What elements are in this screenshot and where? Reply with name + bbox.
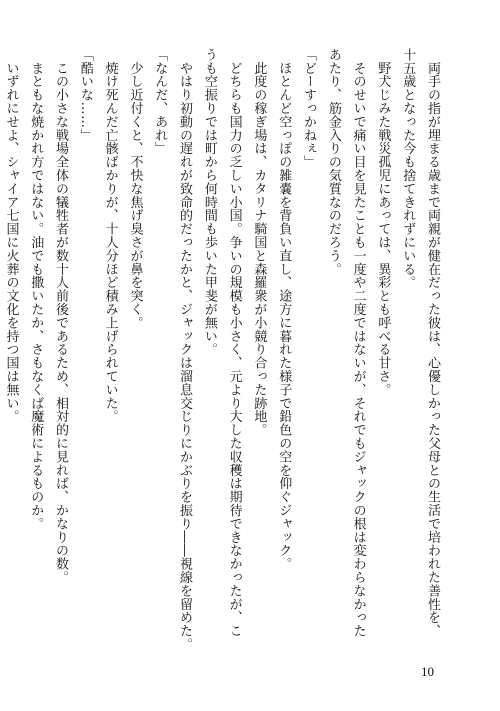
text-line: 両手の指が埋まる歳まで両親が健在だった彼は、心優しかった父母との生活で培われた善性を、 — [425, 48, 440, 638]
text-line: 少し近付くと、不快な焦げ臭さが鼻を突く。 — [127, 48, 143, 330]
text-line: そのせいで痛い目を見たことも一度や二度ではないが、それでもジャックの根は変わらなかった — [350, 48, 366, 638]
text-line: いずれにせよ、シャイア七国に火葬の文化を持つ国は無い。 — [3, 48, 19, 424]
text-line: 此度の稼ぎ場は、カタリナ騎国と森羅衆が小競り合った跡地。 — [251, 48, 267, 437]
text-line: うも空振りでは町から何時間も歩いた甲斐が無い。 — [201, 48, 217, 357]
text-line: ほとんど空っぽの雑嚢を背負い直し、途方に暮れた様子で鉛色の空を仰ぐジャック。 — [276, 48, 292, 571]
text-line: まともな焼かれ方ではない。油でも撒いたか、さもなくば魔術によるものか。 — [28, 48, 44, 531]
text-line: どちらも国力の乏しい小国。争いの規模も小さく、元より大した収穫は期待できなかったが、こ — [226, 48, 242, 638]
text-line: 野犬じみた戦災孤児にあっては、異彩とも呼べる甘さ。 — [375, 48, 391, 397]
text-line: 「なんだ、あれ」 — [152, 48, 168, 156]
text-line: やはり初動の遅れが致命的だったかと、ジャックは溜息交じりにかぶりを振り――視線を留めた。 — [177, 48, 193, 651]
text-line: この小さな戦場全体の犠牲者が数十人前後であるため、相対的に見れば、かなりの数。 — [53, 48, 69, 584]
text-line: 「どーすっかねぇ」 — [301, 48, 317, 169]
vertical-body-text — [3, 48, 444, 651]
text-line: あたり、筋金入りの気質なのだろう。 — [325, 48, 341, 276]
text-line: 「酷いな……」 — [77, 48, 93, 142]
page-number: 10 — [421, 664, 434, 679]
text-line: 十五歳となった今も捨てきれずにいる。 — [400, 48, 416, 290]
text-line: 焼け死んだ亡骸ばかりが、十人分ほど積み上げられていた。 — [102, 48, 118, 424]
